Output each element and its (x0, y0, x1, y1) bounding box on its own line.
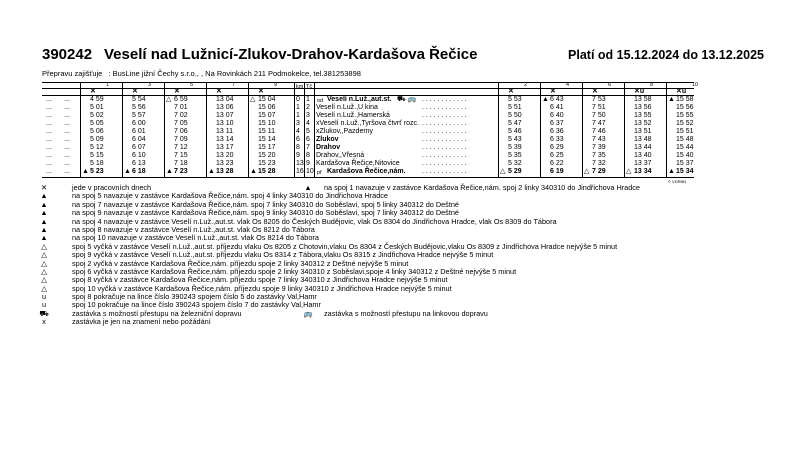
arrival-time: 7 39 (592, 144, 606, 151)
footnote-symbol: ✕ (40, 183, 48, 192)
arrival-time: 13 44 (634, 144, 652, 151)
footnote-text: na spoj 9 navazuje v zastávce Kardašova Řečice,nám. spoj 9 linky 340310 do Soběslavi, spoj 7 linky 340312 do Deštné (72, 208, 459, 218)
arrival-time: 15 37 (676, 160, 694, 167)
skip-dots: ... (64, 136, 70, 143)
skip-dots: ... (64, 120, 70, 127)
arrival-time: 7 50 (592, 112, 606, 119)
footnote-text: na spoj 8 navazuje v zastávce Veselí n.Luž.,aut.st. vlak Os 8212 do Tábora (72, 224, 315, 234)
arrival-time: 5 39 (508, 144, 522, 151)
stop-name: xZlukov,,Pazderny (316, 128, 374, 135)
departure-time: 7 09 (174, 136, 188, 143)
km-value: 0 (296, 96, 300, 103)
departure-time: 5 18 (90, 160, 104, 167)
footnote-symbol: △ (41, 258, 47, 268)
col-divider (314, 82, 315, 178)
footnote-symbol: ▲ (40, 233, 48, 243)
footnotes (38, 184, 758, 327)
departure-time: 15 23 (258, 160, 276, 167)
col-divider (304, 82, 305, 178)
footnote-symbol: ⛟ (39, 308, 49, 318)
arrival-time: 7 46 (592, 128, 606, 135)
departure-time: 13 23 (216, 160, 234, 167)
workday-mark: ✕ (592, 88, 598, 95)
footnote-text: spoj 6 vyčká v zastávce Kardašova Řečice,nám. příjezdu spoje 2 linky 340310 z Soběslavi,spoje 4 linky 340312 z Deštné nejvýše 5 minut (72, 266, 517, 276)
skip-dots: ... (46, 144, 52, 151)
stop-name: Veselí n.Luž.,Hamerská (316, 112, 390, 119)
footnote-symbol: ▲ (40, 208, 48, 218)
arrival-time: 7 43 (592, 136, 606, 143)
workday-mark: ✕ (216, 88, 222, 95)
workday-mark: ✕ (132, 88, 138, 95)
departure-time: 5 02 (90, 112, 104, 119)
connection-symbol: ▲ (82, 168, 89, 175)
stop-order: 9 (306, 160, 310, 167)
arrival-time: 13 52 (634, 120, 652, 127)
train-number: 5 (190, 82, 194, 88)
footnote-text: spoj 8 vyčká v zastávce Kardašova Řečice,nám. příjezdu spoje 7 linky 340310 z Jindřichova Hradce nejvýše 5 minut (72, 275, 448, 285)
departure-time: 13 07 (216, 112, 234, 119)
footnote-text: spoj 2 vyčká v zastávce Kardašova Řečice,nám. příjezdu spoje 2 linky 340312 z Deštné nejvýše 5 minut (72, 258, 409, 268)
connection-symbol: ▲ (166, 168, 173, 175)
arrival-time: 13 40 (634, 152, 652, 159)
leader-dots: . . . . . . . . . . . . (422, 152, 467, 159)
footnote-symbol: △ (41, 275, 47, 285)
arrival-time: 5 50 (508, 112, 522, 119)
skip-dots: ... (64, 152, 70, 159)
departure-time: 15 28 (258, 168, 276, 175)
stop-name: Veselí n.Luž.,U kina (316, 104, 378, 111)
arrival-time: 13 55 (634, 112, 652, 119)
leader-dots: . . . . . . . . . . . . (422, 104, 467, 111)
operator-label: Přepravu zajišťuje (42, 69, 103, 78)
connection-symbol: △ (250, 96, 256, 103)
footnote (38, 318, 758, 326)
train-number: 1 (106, 82, 110, 88)
departure-time: 13 06 (216, 104, 234, 111)
km-value: 1 (296, 112, 300, 119)
arrival-time: 13 51 (634, 128, 652, 135)
stop-name: Zlukov (316, 136, 339, 143)
departure-time: 6 01 (132, 128, 146, 135)
km-value: 8 (296, 144, 300, 151)
operator-info (42, 69, 365, 78)
leader-dots: . . . . . . . . . . . . (422, 120, 467, 127)
skip-dots: ... (46, 128, 52, 135)
departure-time: 5 15 (90, 152, 104, 159)
footnote-text: zastávka je jen na znamení nebo požádání (72, 317, 211, 327)
footnote-symbol: △ (41, 250, 47, 260)
col-divider (164, 82, 165, 178)
departure-time: 15 07 (258, 112, 276, 119)
skip-dots: ... (64, 160, 70, 167)
stop-order: 10 (306, 168, 314, 175)
departure-time: 7 06 (174, 128, 188, 135)
workday-mark: ✕ (174, 88, 180, 95)
departure-time: 6 00 (132, 120, 146, 127)
departure-time: 5 54 (132, 96, 146, 103)
col-divider (248, 82, 249, 178)
skip-dots: ... (64, 96, 70, 103)
km-value: 1 (296, 104, 300, 111)
departure-time: 5 23 (90, 168, 104, 175)
departure-time: 15 20 (258, 152, 276, 159)
line-number: 390242 (42, 46, 93, 63)
arrival-time: 13 48 (634, 136, 652, 143)
departure-time: 13 20 (216, 152, 234, 159)
departure-time: 7 15 (174, 152, 188, 159)
col-divider (582, 82, 583, 178)
workday-mark: ✕ (90, 88, 96, 95)
col-divider (540, 82, 541, 178)
skip-dots: ... (64, 144, 70, 151)
arrival-time: 5 47 (508, 120, 522, 127)
departure-time: 7 05 (174, 120, 188, 127)
transfer-icons: ⛟ 🚌 (397, 96, 417, 103)
footnote-text: na spoj 7 navazuje v zastávce Kardašova Řečice,nám. spoj 7 linky 340310 do Soběslavi, spoj 5 linky 340312 do Deštné (72, 199, 459, 209)
arrival-time: 15 51 (676, 128, 694, 135)
footnote-symbol: ▲ (40, 216, 48, 226)
arrival-time: 13 58 (634, 96, 652, 103)
arrival-time: 5 51 (508, 104, 522, 111)
skip-dots: ... (46, 96, 52, 103)
timetable-header (42, 46, 770, 68)
col-divider (122, 82, 123, 178)
km-value: 6 (296, 136, 300, 143)
footnote-text: zastávka s možností přestupu na linkovou dopravu (324, 309, 488, 318)
departure-time: 13 11 (216, 128, 233, 135)
departure-time: 7 01 (174, 104, 188, 111)
departure-time: 13 17 (216, 144, 234, 151)
arrival-time: 15 48 (676, 136, 694, 143)
arrival-time: 13 34 (634, 168, 652, 175)
arrival-time: 13 56 (634, 104, 652, 111)
departure-time: 7 12 (174, 144, 188, 151)
arrival-time: 7 51 (592, 104, 606, 111)
stop-order: 2 (306, 104, 310, 111)
departure-time: 13 28 (216, 168, 234, 175)
skip-dots: ... (46, 152, 52, 159)
footnote-symbol: ▲ (40, 191, 48, 201)
leader-dots: . . . . . . . . . . . . (422, 112, 467, 119)
arrival-time: 6 19 (550, 168, 564, 175)
workday-mark: ✕ (508, 88, 514, 95)
connection-symbol: ▲ (668, 168, 675, 175)
arrival-time: 15 34 (676, 168, 694, 175)
footnote-symbol: △ (41, 283, 47, 293)
departure-time: 15 11 (258, 128, 275, 135)
arrival-time: 7 32 (592, 160, 606, 167)
arrival-time: 15 52 (676, 120, 694, 127)
departure-time: 7 02 (174, 112, 188, 119)
tc-header: Tč (306, 84, 313, 90)
footnote-symbol: 🚌 (303, 309, 313, 318)
arrival-time: 5 43 (508, 136, 522, 143)
stop-order: 1 (306, 96, 310, 103)
km-value: 9 (296, 152, 300, 159)
departure-time: 6 04 (132, 136, 146, 143)
platform-flag: př (317, 170, 322, 176)
footnote-text: zastávka s možností přestupu na železniční dopravu (72, 308, 242, 318)
platform-flag: od (317, 98, 324, 104)
table-line-bottom (42, 177, 694, 178)
footnote-text: spoj 9 vyčká v zastávce Veselí n.Luž.,aut.st. příjezdu vlaku Os 8314 z Tábora,vlaku Os 8315 z Jindřichova Hradce nejvýše 5 minut (72, 250, 494, 260)
departure-time: 13 10 (216, 120, 234, 127)
departure-time: 7 18 (174, 160, 188, 167)
skip-dots: ... (46, 160, 52, 167)
footnote-text: na spoj 4 navazuje v zastávce Veselí n.Luž.,aut.st. vlak Os 8205 do Českých Budějovic, vlak Os 8304 do Jindřichova Hradce, vlak Os 8309 do Tábora (72, 216, 557, 226)
train-number: 7 (232, 82, 236, 88)
departure-time: 5 06 (90, 128, 104, 135)
footnote-symbol: x (42, 317, 46, 327)
arrival-time: 15 44 (676, 144, 694, 151)
arrival-time: 6 36 (550, 128, 564, 135)
footnote-text: na spoj 5 navazuje v zastávce Kardašova Řečice,nám. spoj 4 linky 340310 do Jindřichova Hradce (72, 191, 388, 201)
km-value: 4 (296, 128, 300, 135)
connection-symbol: △ (626, 168, 632, 175)
arrival-time: 7 35 (592, 152, 606, 159)
connection-symbol: ▲ (208, 168, 215, 175)
connection-symbol: △ (500, 168, 506, 175)
departure-time: 4 59 (90, 96, 104, 103)
arrival-time: 15 58 (676, 96, 694, 103)
leader-dots: . . . . . . . . . . . . (422, 128, 467, 135)
departure-time: 15 17 (258, 144, 276, 151)
footnote-symbol: u (41, 300, 47, 310)
arrival-time: 6 40 (550, 112, 564, 119)
line-title: Veselí nad Lužnicí-Zlukov-Drahov-Kardašova Řečice (104, 46, 478, 63)
arrival-time: 6 22 (550, 160, 564, 167)
train-number: 9 (274, 82, 278, 88)
departure-time: 15 14 (258, 136, 276, 143)
train-number: 6 (608, 82, 612, 88)
col-divider (206, 82, 207, 178)
departure-time: 5 09 (90, 136, 104, 143)
arrival-time: 6 29 (550, 144, 564, 151)
connection-symbol: △ (166, 96, 172, 103)
skip-dots: ... (46, 168, 52, 175)
connection-symbol: ▲ (542, 96, 549, 103)
departure-time: 5 12 (90, 144, 104, 151)
departure-time: 5 05 (90, 120, 104, 127)
departure-time: 6 07 (132, 144, 146, 151)
train-number: 2 (524, 82, 528, 88)
footnote-symbol: u (41, 292, 47, 302)
connection-symbol: ▲ (250, 168, 257, 175)
departure-time: 5 57 (132, 112, 146, 119)
skip-dots: ... (46, 136, 52, 143)
validity-period: Platí od 15.12.2024 do 13.12.2025 (568, 48, 764, 62)
connection-symbol: ▲ (668, 96, 675, 103)
leader-dots: . . . . . . . . . . . . (422, 144, 467, 151)
footnote-symbol: ▲ (40, 199, 48, 209)
footnote-text: spoj 5 vyčká v zastávce Veselí n.Luž.,aut.st. příjezdu vlaku Os 8205 z Chotovin,vlaku Os 8304 z Českých Budějovic,vlaku Os 8309 z Jindřichova Hradce nejvýše 5 minut (72, 241, 618, 251)
leader-dots: . . . . . . . . . . . . (422, 96, 467, 103)
col-divider (624, 82, 625, 178)
footnote-symbol: ▲ (304, 183, 312, 192)
footnote-text: spoj 8 pokračuje na lince číslo 390243 spojem číslo 5 do zastávky Val,Hamr (72, 292, 317, 302)
departure-time: 5 56 (132, 104, 146, 111)
stop-name: Drahov,,Vřesná (316, 152, 365, 159)
km-value: 13 (296, 160, 304, 167)
workday-mark: ✕ (258, 88, 264, 95)
leader-dots: . . . . . . . . . . . . (422, 160, 467, 167)
train-number: 10 (692, 82, 699, 88)
stop-name: xVeselí n.Luž.,Tyršova čtvrť rozc. (316, 120, 419, 127)
footnote-text: na spoj 1 navazuje v zastávce Kardašova Řečice,nám. spoj 2 linky 340310 do Jindřichova Hradce (324, 183, 640, 192)
arrival-time: 5 29 (508, 168, 522, 175)
departure-time: 6 59 (174, 96, 188, 103)
source-mark: © VDRBN (668, 179, 687, 184)
arrival-time: 6 37 (550, 120, 564, 127)
footnote-text: jede v pracovních dnech (72, 183, 152, 192)
train-number: 8 (650, 82, 654, 88)
arrival-time: 5 32 (508, 160, 522, 167)
km-header: km (296, 84, 304, 90)
skip-dots: ... (64, 168, 70, 175)
stop-order: 6 (306, 136, 310, 143)
departure-time: 7 23 (174, 168, 188, 175)
train-number: 3 (148, 82, 152, 88)
arrival-time: 7 47 (592, 120, 606, 127)
timetable-grid (42, 82, 699, 184)
stop-order: 8 (306, 152, 310, 159)
footnote-text: spoj 10 pokračuje na lince číslo 390243 spojem číslo 7 do zastávky Val,Hamr (72, 300, 321, 310)
stop-order: 5 (306, 128, 310, 135)
workday-mark: ✕u (676, 88, 687, 95)
departure-time: 5 01 (90, 104, 104, 111)
arrival-time: 15 56 (676, 104, 694, 111)
stop-name: Kardašova Řečice,Nitovice (316, 160, 400, 167)
operator-name: : BusLine jižní Čechy s.r.o., , Na Rovinkách 211 Podmokelce, tel.381253898 (108, 69, 361, 78)
departure-time: 15 10 (258, 120, 276, 127)
arrival-time: 5 53 (508, 96, 522, 103)
departure-time: 15 06 (258, 104, 276, 111)
km-value: 3 (296, 120, 300, 127)
stop-order: 4 (306, 120, 310, 127)
arrival-time: 5 35 (508, 152, 522, 159)
arrival-time: 15 40 (676, 152, 694, 159)
stop-name: Drahov (316, 144, 341, 151)
footnote-symbol: △ (41, 241, 47, 251)
footnote-text: spoj 10 vyčká v zastávce Kardašova Řečice,nám. příjezdu spoje 9 linky 340310 z Jindřichova Hradce nejvýše 5 minut (72, 283, 452, 293)
connection-symbol: ▲ (124, 168, 131, 175)
train-number: 4 (566, 82, 570, 88)
leader-dots: . . . . . . . . . . . . (422, 136, 467, 143)
skip-dots: ... (64, 112, 70, 119)
skip-dots: ... (46, 112, 52, 119)
skip-dots: ... (64, 104, 70, 111)
footnote-text: na spoj 10 navazuje v zastávce Veselí n.Luž.,aut.st. vlak Os 8214 do Tábora (72, 233, 319, 243)
departure-time: 13 04 (216, 96, 234, 103)
stop-name: Veselí n.Luž.,aut.st. (327, 96, 392, 103)
departure-time: 15 04 (258, 96, 276, 103)
arrival-time: 15 55 (676, 112, 694, 119)
leader-dots: . . . . . . . . . . . . (422, 168, 467, 175)
workday-mark: ✕ (550, 88, 556, 95)
arrival-time: 7 29 (592, 168, 606, 175)
skip-dots: ... (46, 120, 52, 127)
col-divider (294, 82, 295, 178)
arrival-time: 6 33 (550, 136, 564, 143)
footnote-symbol: △ (41, 266, 47, 276)
skip-dots: ... (46, 104, 52, 111)
stop-order: 7 (306, 144, 310, 151)
skip-dots: ... (64, 128, 70, 135)
arrival-time: 6 43 (550, 96, 564, 103)
arrival-time: 13 37 (634, 160, 652, 167)
header-line-top (42, 82, 694, 83)
col-divider (498, 82, 499, 178)
departure-time: 13 14 (216, 136, 234, 143)
stop-order: 3 (306, 112, 310, 119)
departure-time: 6 18 (132, 168, 146, 175)
km-value: 16 (296, 168, 304, 175)
footnote-symbol: ▲ (40, 224, 48, 234)
col-divider (666, 82, 667, 178)
stop-name: Kardašova Řečice,nám. (327, 168, 406, 175)
departure-time: 6 10 (132, 152, 146, 159)
connection-symbol: △ (584, 168, 590, 175)
departure-time: 6 13 (132, 160, 146, 167)
arrival-time: 6 25 (550, 152, 564, 159)
workday-mark: ✕u (634, 88, 645, 95)
arrival-time: 7 53 (592, 96, 606, 103)
col-divider (80, 82, 81, 178)
arrival-time: 6 41 (550, 104, 564, 111)
arrival-time: 5 46 (508, 128, 522, 135)
